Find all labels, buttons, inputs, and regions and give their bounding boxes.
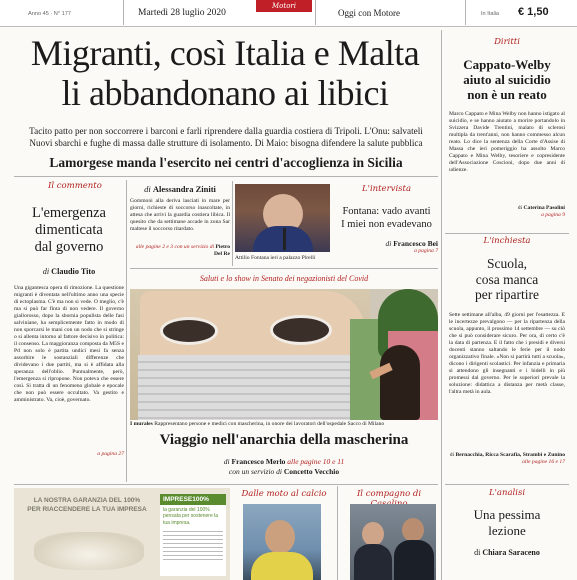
masthead-divider xyxy=(123,0,124,25)
feature-page-ref: alle pagine 10 e 11 xyxy=(287,457,345,466)
commento-box xyxy=(14,181,124,481)
caption-text: Rappresentano persone e medici con mascherina, in onore dei lavoratori dell'ospedale Sacco di Milano xyxy=(154,421,385,427)
inchiesta-title-line-3: per ripartire xyxy=(474,287,540,302)
intervista-box xyxy=(335,184,438,264)
byline-prefix: di xyxy=(449,451,455,458)
man-head-right xyxy=(402,518,424,542)
murales-caption xyxy=(130,421,438,428)
intervista-label: L'intervista xyxy=(361,184,412,194)
column-divider xyxy=(337,486,338,580)
diritti-title-line-3: non è un reato xyxy=(467,87,547,102)
commento-author: Claudio Tito xyxy=(51,267,96,276)
lead-subhead: Lamorgese manda l'esercito nei centri d'accoglienza in Sicilia xyxy=(49,155,403,170)
price-label: In Italia xyxy=(481,11,500,17)
diritti-title-line-1: Cappato-Welby xyxy=(463,57,551,72)
bank-advertisement xyxy=(14,488,230,580)
ziniti-author2: Pietro Del Re xyxy=(214,244,230,257)
inchiesta-byline xyxy=(445,452,569,459)
intervista-byline xyxy=(335,239,438,248)
lead-headline-line-1: Migranti, così Italia e Malta xyxy=(30,33,420,73)
diritti-byline xyxy=(445,205,569,212)
analisi-label: L'analisi xyxy=(488,488,526,498)
ziniti-continue xyxy=(130,244,230,258)
section-divider xyxy=(14,484,438,485)
intervista-author: Francesco Bei xyxy=(393,239,438,248)
feature-author2: Concetto Vecchio xyxy=(283,467,340,476)
analisi-author: Chiara Saraceno xyxy=(482,548,540,557)
diritti-box xyxy=(445,32,569,232)
ad-headline xyxy=(18,496,156,514)
commento-title-line-3: dal governo xyxy=(34,239,104,255)
diritti-title-line-2: aiuto al suicidio xyxy=(463,72,551,87)
inchiesta-authors: Bernacchia, Ricca Scarafia, Strambi e Zunino xyxy=(455,451,565,458)
woman-figure xyxy=(380,345,420,420)
ad-promo-box xyxy=(160,494,226,576)
murales-photo xyxy=(130,289,438,420)
feature-byline xyxy=(130,457,438,477)
section-divider xyxy=(445,484,569,485)
section-divider xyxy=(130,268,438,269)
ad-hands xyxy=(34,532,144,570)
byline-prefix: con un servizio di xyxy=(228,467,283,476)
man-suit-right xyxy=(394,540,434,580)
motocross-label: Dalle moto al calcio xyxy=(241,489,327,499)
byline-prefix: di xyxy=(223,457,230,466)
column-divider xyxy=(232,181,233,266)
supplement-note: Oggi con Motore xyxy=(338,8,400,18)
analisi-title-line-1: Una pessima xyxy=(473,507,541,522)
lead-summary-line-1: Tacito patto per non soccorrere i barconi e farli riprendere dalla guardia costiera di Tripoli. L'Onu: salvateli xyxy=(29,126,423,136)
mural-eye-left xyxy=(160,317,218,345)
analisi-box xyxy=(445,486,569,580)
mural-eye-right xyxy=(270,315,332,345)
byline-prefix: di xyxy=(517,205,523,211)
ad-fineprint xyxy=(163,531,223,563)
ziniti-page-ref: alle pagine 2 e 3 con un servizio di xyxy=(135,244,215,250)
commento-page-ref: a pagina 27 xyxy=(97,451,124,457)
inchiesta-box xyxy=(445,234,569,482)
lead-headline-line-2: li abbandonano ai libici xyxy=(61,73,389,113)
rider-head xyxy=(265,520,295,554)
ad-promo-title: IMPRESE100% xyxy=(160,494,226,505)
byline-prefix: di xyxy=(42,267,50,276)
diritti-page-ref: a pagina 9 xyxy=(541,212,565,218)
byline-prefix: di xyxy=(385,239,392,248)
byline-prefix: di xyxy=(144,184,151,194)
masthead xyxy=(0,0,577,27)
ziniti-author: Alessandra Ziniti xyxy=(152,184,216,194)
fontana-caption: Attilio Fontana ieri a palazzo Pirelli xyxy=(235,255,316,261)
ad-promo-text: la garanzia del 100% pensata per sostenere la tua impresa. xyxy=(163,507,219,526)
commento-label: Il commento xyxy=(48,181,102,191)
commento-byline xyxy=(14,267,124,276)
lead-summary-line-2: Nuovi sbarchi e fughe di massa dalle strutture di isolamento. Di Maio: bisogna difendere la salute pubblica xyxy=(29,138,423,148)
diritti-body: Marco Cappato e Mina Welby non hanno istigato al suicidio, e se hanno aiutato a morire portandolo in Svizzera Davide Trentini, malato di sclerosi multipla da trent'anni, non hanno commesso alcun reato. Lo dice la sentenza della Corte d'Assise di Massa che ieri pomeriggio ha assolto Marco Cappato e Mina Welby, tesoriere e copresidente dell'Associazione Coscioni, dopo due anni di udienze. xyxy=(449,111,565,173)
commento-body: Una gigantesca opera di rimozione. La questione migranti è diventata nell'ultimo anno una specie di ectoplasma. C'è ma non si vede. O meglio, c'è ma si può far finta di non vedere. Il governo giallorosso, dopo la sbornia populista delle fasi salviniane, ha semplicemente fatto in modo di non sporcarsi le mani con un nodo che si stringe o si allenta intorno al fattore decisivo in politica: il consenso. La maggioranza composta da M5S e Pd non solo è partita undici mesi fa senza assorbire le sostanziali differenze che dividevano i due partiti, ma si è affidata alla speranza dell'oblio. Puntualmente, però, l'emergenza si ripropone. Non poteva che essere così. Si tratta di un fenomeno globale e epocale che non può essere occultato. Va gestito e amministrato. Va, cioè, governato. xyxy=(14,285,124,403)
intervista-title-line-1: Fontana: vado avanti xyxy=(342,206,431,217)
price: € 1,50 xyxy=(518,6,549,18)
commento-title-line-2: dimenticata xyxy=(35,222,103,238)
inchiesta-page-ref: alle pagine 16 e 17 xyxy=(522,458,565,465)
diritti-label: Diritti xyxy=(494,37,520,47)
analisi-title xyxy=(445,507,569,539)
intervista-title xyxy=(335,205,438,231)
issue-number: Anno 45 · N° 177 xyxy=(28,11,71,17)
diritti-author: Caterina Pasolini xyxy=(523,205,565,211)
analisi-title-line-2: lezione xyxy=(488,523,526,538)
fontana-microphone xyxy=(283,228,286,250)
casalino-label: Il compagno di xyxy=(356,489,422,499)
rider-photo xyxy=(243,504,321,580)
inchiesta-body: Sette settimane all'alba, 49 giorni per l'esattezza. E le incertezze prevalgono — per la ripartenza della scuola, appunto, il prossimo 14 settembre — su ciò che si può considerare sicuro. Per ora, di certo c'è la data di partenza. E il fatto che i presidi e diversi docenti stanno saltando le ferie per il nodo organizzativo finale. «Non si partirà tutti a scuola», dicono i dirigenti scolastici. Per infanzia e primaria si attendono gli insegnanti e i bidelli in più promessi dal governo. Per le superiori prevale la soluzione: didattica a distanza per metà classe, l'altra metà in aula. xyxy=(449,311,565,395)
inchiesta-title-line-2: cosa manca xyxy=(475,271,539,287)
commento-title xyxy=(14,205,124,256)
masthead-divider xyxy=(465,0,466,25)
intervista-title-line-2: I miei non evadevano xyxy=(341,219,432,230)
lead-divider xyxy=(14,176,438,177)
inchiesta-title xyxy=(445,256,569,303)
commento-title-line-1: L'emergenza xyxy=(32,205,106,221)
man-suit-left xyxy=(354,544,392,580)
lead-summary xyxy=(14,125,438,149)
feature-kicker: Saluti e lo show in Senato dei negazionisti del Covid xyxy=(199,274,369,283)
lead-headline xyxy=(12,33,438,113)
column-divider xyxy=(126,180,127,482)
intervista-page-ref: a pagina 7 xyxy=(414,248,438,254)
man-head-left xyxy=(362,522,384,546)
motori-logo: Motori xyxy=(256,0,312,12)
rider-suit xyxy=(251,552,313,580)
ziniti-byline xyxy=(130,184,230,194)
ziniti-article xyxy=(130,184,230,268)
issue-date: Martedì 28 luglio 2020 xyxy=(138,8,226,18)
analisi-byline xyxy=(445,548,569,557)
column-divider xyxy=(441,30,442,580)
caption-bold: I murales xyxy=(130,421,153,427)
feature-headline: Viaggio nell'anarchia della mascherina xyxy=(159,432,409,448)
inchiesta-title-line-1: Scuola, xyxy=(486,256,528,271)
feature-author: Francesco Merlo xyxy=(231,457,286,466)
ad-headline-line-2: PER RIACCENDERE LA TUA IMPRESA xyxy=(27,506,147,513)
ad-headline-line-1: LA NOSTRA GARANZIA DEL 100% xyxy=(33,497,141,504)
diritti-title xyxy=(445,57,569,102)
ziniti-body: Gommoni alla deriva lasciati in mare per giorni, richieste di soccorso inascoltate, in attesa che arrivi la guardia costiera libica. Il quesito che da settimane accade in zona Sar maltese il soccorso ritardato. xyxy=(130,198,230,232)
inchiesta-label: L'inchiesta xyxy=(483,236,531,246)
masthead-divider xyxy=(315,0,316,25)
fontana-photo xyxy=(235,184,330,252)
casalino-photo xyxy=(350,504,436,580)
mural-mask xyxy=(138,355,373,420)
byline-prefix: di xyxy=(474,548,481,557)
